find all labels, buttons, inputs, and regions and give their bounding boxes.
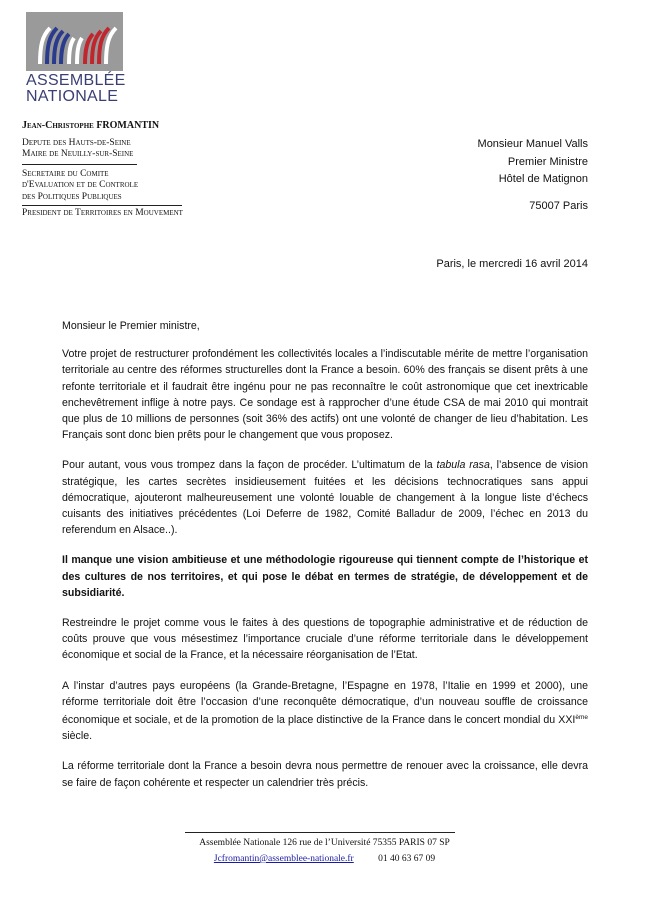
sender-role-line1: Secretaire du Comite [22, 168, 109, 179]
paragraph-2: Pour autant, vous vous trompez dans la façon de procéder. L’ultimatum de la tabula rasa, l’absence de vision stratégique, les cartes secrètes insidieusement fuitées et les décisions technocratiques sans appui démocratique, ajouteront malheureusement une volonté louable de changement à la longue liste d’échecs cuisants des initiatives précédentes (Loi Deferre de 1982, Comité Balladur de 2009, l’échec en 2013 du referendum en Alsace..). [62, 459, 588, 537]
footer [0, 838, 649, 864]
letter-body [62, 318, 588, 805]
divider [22, 164, 137, 165]
paragraph-3-bold: Il manque une vision ambitieuse et une méthodologie rigoureuse qui tiennent compte de l’historique et des cultures de nos territoires, et qui pose le débat en termes de stratégie, de développement et de subsidiarité. [62, 554, 588, 599]
sender-title-maire: Maire de Neuilly-sur-Seine [22, 149, 134, 159]
email-link[interactable]: Jcfromantin@assemblee-nationale.fr [213, 854, 354, 864]
recipient-place: Hôtel de Matignon [498, 173, 588, 185]
logo-line2: NATIONALE [26, 88, 119, 105]
paragraph-4: Restreindre le projet comme vous le faites à des questions de topographie administrative et de réduction de coûts prouve que vous mésestimez l’importance cruciale d’une réforme territoriale dans le développement économique et social de la France, et la nécessaire réorganisation de l’Etat. [62, 617, 588, 662]
sender-name: Jean-Christophe FROMANTIN [22, 120, 160, 131]
sender-title-depute: Depute des Hauts-de-Seine [22, 137, 131, 148]
sender-role-line3: des Politiques Publiques [22, 191, 122, 202]
sender-role-line2: d'Evaluation et de Controle [22, 180, 139, 190]
sender-role-president: President de Territoires en Mouvement [22, 208, 183, 218]
footer-divider [185, 832, 455, 833]
recipient-title: Premier Ministre [507, 155, 588, 168]
footer-address: Assemblée Nationale 126 rue de l’Université 75355 PARIS 07 SP [199, 838, 450, 848]
logo-line1: ASSEMBLÉE [26, 72, 126, 89]
superscript: ème [575, 714, 588, 722]
assemblee-nationale-logo [26, 12, 126, 104]
sender-block [22, 120, 183, 220]
recipient-city: 75007 Paris [529, 199, 588, 212]
tricolor-stripes-icon [26, 12, 123, 71]
divider [22, 205, 182, 206]
hemicycle-emblem [26, 12, 123, 71]
paragraph-1: Votre projet de restructurer profondément les collectivités locales a l’indiscutable mérite de mettre l’organisation territoriale au centre des réformes structurelles dont la France a besoin. 60% des français se disent prêts à une refonte territoriale et il faudrait être ingénu pour ne pas reconnaître le coût astronomique que cet inextricable enchevêtrement inflige à notre pays. Ce sondage est à rapprocher d’une étude CSA de mai 2010 qui montrait que plus de 10 millions de personnes (soit 36% des actifs) ont une volonté de changer de lieu d’habitation. Les Français sont donc bien prêts pour le changement que vous proposez. [62, 348, 588, 442]
phone-number: 01 40 63 67 09 [378, 854, 436, 864]
recipient-block [478, 136, 588, 215]
dateline: Paris, le mercredi 16 avril 2014 [436, 258, 588, 270]
greeting: Monsieur le Premier ministre, [62, 320, 200, 332]
recipient-name: Monsieur Manuel Valls [477, 138, 588, 150]
paragraph-6: La réforme territoriale dont la France a besoin devra nous permettre de renouer avec la croissance, elle devra se faire de façon cohérente et respecter un calendrier très précis. [62, 760, 588, 789]
latin-phrase: tabula rasa [436, 459, 490, 472]
paragraph-5: A l’instar d’autres pays européens (la Grande-Bretagne, l’Espagne en 1978, l’Italie en 1999 et 2000), une réforme territoriale doit être l’occasion d’une reconquête démocratique, d’un nouveau souffle de croissance économique et sociale, et de la promotion de la place distinctive de la France dans le concert mondial du XXIème siècle. [62, 679, 588, 743]
